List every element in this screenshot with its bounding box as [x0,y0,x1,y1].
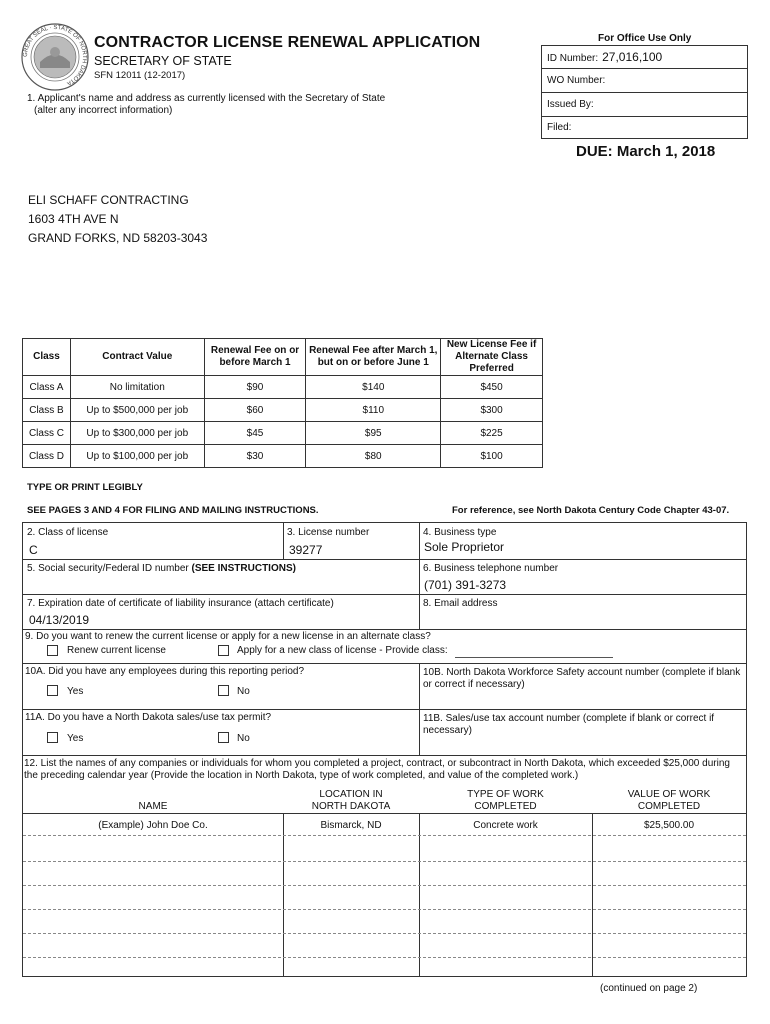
sales-tax-yes-label: Yes [67,733,84,744]
table-row [23,376,543,399]
table-cell: $300 [441,399,543,422]
table-cell: Up to $500,000 per job [70,399,204,422]
table-cell: $140 [306,376,441,399]
table-cell: $100 [441,445,543,468]
filed-row [542,117,747,139]
federal-id-label [27,563,296,575]
fee-header-before-march: Renewal Fee on or before March 1 [204,339,306,376]
federal-id-label-bold: (SEE INSTRUCTIONS) [191,563,296,574]
table-cell: $450 [441,376,543,399]
applicant-instruction-line1: 1. Applicant's name and address as currently licensed with the Secretary of State [27,93,386,104]
email-label: 8. Email address [423,598,498,609]
table-cell: Up to $100,000 per job [70,445,204,468]
table-cell: Class D [23,445,71,468]
employees-question-label: 10A. Did you have any employees during this reporting period? [25,666,305,677]
table-cell: Class B [23,399,71,422]
continued-note: (continued on page 2) [600,983,698,994]
col-location-header-line2: NORTH DAKOTA [311,801,391,812]
business-type-label: 4. Business type [423,527,497,538]
table-row [23,399,543,422]
example-value: $25,500.00 [643,820,695,831]
sales-tax-account-label: 11B. Sales/use tax account number (complete if blank or correct if necessary) [423,713,715,736]
col-location-header-line1: LOCATION IN [319,789,383,800]
employees-yes-checkbox[interactable] [47,685,58,696]
example-type: Concrete work [473,820,538,831]
fee-table [22,338,543,468]
application-form [22,522,747,977]
example-name: (Example) John Doe Co. [98,820,208,831]
fee-header-after-march: Renewal Fee after March 1, but on or before June 1 [306,339,441,376]
employees-yes-label: Yes [67,686,84,697]
example-location: Bismarck, ND [320,820,382,831]
sales-tax-no-checkbox[interactable] [218,732,229,743]
table-cell: No limitation [70,376,204,399]
employees-no-checkbox[interactable] [218,685,229,696]
applicant-city[interactable]: GRAND FORKS, ND 58203-3043 [28,231,208,245]
projects-question-label [24,758,746,782]
table-cell: $45 [204,422,306,445]
century-code-reference: For reference, see North Dakota Century Code Chapter 43-07. [452,505,730,516]
business-phone-field[interactable]: (701) 391-3273 [424,578,507,592]
svg-text:GREAT SEAL · STATE OF NORTH DA: GREAT SEAL · STATE OF NORTH DAKOTA [22,24,88,87]
issued-by-label: Issued By: [547,99,594,110]
wo-number-row [542,69,747,93]
due-date: DUE: March 1, 2018 [576,143,716,160]
employees-no-label: No [237,686,250,697]
applicant-instruction-line2: (alter any incorrect information) [34,105,173,116]
fee-header-new-license: New License Fee if Alternate Class Preferred [441,339,543,376]
insurance-expiration-label: 7. Expiration date of certificate of liability insurance (attach certificate) [27,598,334,609]
class-of-license-field[interactable]: C [29,543,38,557]
filing-instructions-note: SEE PAGES 3 AND 4 FOR FILING AND MAILING INSTRUCTIONS. [27,505,319,516]
table-cell: Class A [23,376,71,399]
applicant-street[interactable]: 1603 4TH AVE N [28,212,119,226]
federal-id-label-text: 5. Social security/Federal ID number [27,563,192,574]
col-type-header-line1: TYPE OF WORK [467,789,544,800]
wo-number-label: WO Number: [547,75,606,86]
applicant-instruction [27,93,385,117]
table-row [23,422,543,445]
id-number-value: 27,016,100 [602,50,663,64]
col-location-header [283,789,419,813]
projects-question-line2: the preceding calendar year (Provide the location in North Dakota, type of work completed, and value of the completed work.) [24,770,579,781]
id-number-row [542,46,747,69]
fee-header-contract-value: Contract Value [70,339,204,376]
office-use-heading: For Office Use Only [598,33,692,44]
id-number-label: ID Number: [547,53,599,64]
col-type-header [419,789,592,813]
col-value-header-line2: COMPLETED [637,801,701,812]
table-cell: Class C [23,422,71,445]
filed-label: Filed: [547,122,572,133]
table-cell: $110 [306,399,441,422]
col-value-header [592,789,746,813]
fee-table-header [23,339,543,376]
renew-current-label: Renew current license [67,645,166,656]
new-class-input-line[interactable] [455,657,613,658]
table-row [23,445,543,468]
table-cell: $90 [204,376,306,399]
license-number-field[interactable]: 39277 [289,543,323,557]
fee-header-class: Class [23,339,71,376]
sales-tax-question-label: 11A. Do you have a North Dakota sales/use tax permit? [25,712,272,723]
table-cell: $95 [306,422,441,445]
apply-new-class-checkbox[interactable] [218,645,229,656]
table-cell: $60 [204,399,306,422]
sales-tax-yes-checkbox[interactable] [47,732,58,743]
business-type-field[interactable]: Sole Proprietor [424,540,505,554]
col-value-header-line1: VALUE OF WORK [627,789,711,800]
office-use-box [541,45,748,139]
table-cell: $80 [306,445,441,468]
insurance-expiration-field[interactable]: 04/13/2019 [29,613,90,627]
apply-new-class-label: Apply for a new class of license - Provide class: [237,645,448,656]
workforce-safety-label: 10B. North Dakota Workforce Safety account number (complete if blank or correct if necessary) [423,667,741,690]
form-subtitle: SECRETARY OF STATE [94,54,232,68]
col-name-header: NAME [138,801,168,812]
type-legibly-note: TYPE OR PRINT LEGIBLY [27,482,143,493]
issued-by-row [542,93,747,117]
form-number: SFN 12011 (12-2017) [94,70,186,81]
license-number-label: 3. License number [287,527,370,538]
form-title: CONTRACTOR LICENSE RENEWAL APPLICATION [94,34,481,51]
table-cell: Up to $300,000 per job [70,422,204,445]
business-phone-label: 6. Business telephone number [423,563,559,574]
class-of-license-label: 2. Class of license [27,527,109,538]
table-cell: $225 [441,422,543,445]
state-seal-logo [20,22,90,92]
applicant-name[interactable]: ELI SCHAFF CONTRACTING [28,193,189,207]
projects-question-line1: 12. List the names of any companies or individuals for whom you completed a project, contract, or subcontract in North Dakota, which exceeded $25,000 during [24,758,730,769]
table-cell: $30 [204,445,306,468]
renew-current-checkbox[interactable] [47,645,58,656]
col-type-header-line2: COMPLETED [474,801,537,812]
renew-question-label: 9. Do you want to renew the current license or apply for a new license in an alternate class? [25,631,431,642]
sales-tax-no-label: No [237,733,250,744]
